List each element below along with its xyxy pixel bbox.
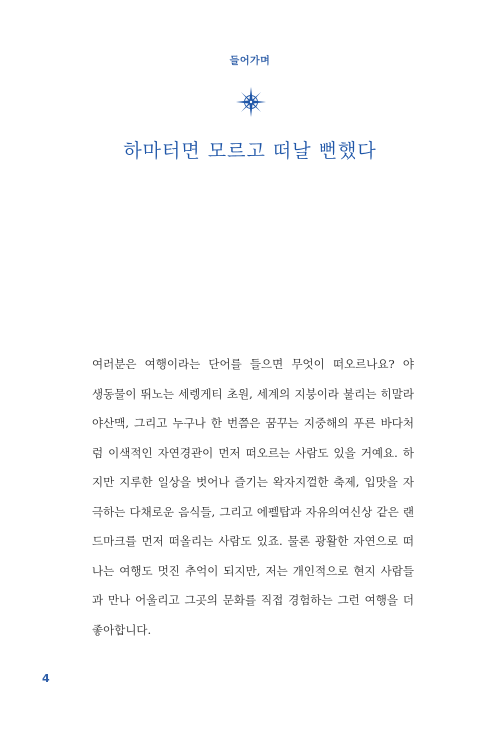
body-line: 드마크를 먼저 떠올리는 사람도 있죠. 물론 광활한 자연으로 떠 — [92, 534, 414, 548]
body-line: 극하는 다채로운 음식들, 그리고 에펠탑과 자유의여신상 같은 랜 — [92, 504, 414, 519]
chapter-title: 하마터면 모르고 떠날 뻔했다 — [123, 140, 377, 162]
compass-rose-icon — [235, 86, 267, 118]
section-label: 들어가며 — [229, 56, 271, 67]
body-paragraph — [92, 350, 414, 645]
body-line: 나는 여행도 멋진 추억이 되지만, 저는 개인적으로 현지 사람들 — [92, 563, 414, 578]
body-line: 생동물이 뛰노는 세렝게티 초원, 세계의 지붕이라 불리는 히말라 — [92, 386, 414, 401]
page-number: 4 — [42, 672, 50, 685]
body-line: 여러분은 여행이라는 단어를 들으면 무엇이 떠오르나요? 야 — [92, 357, 414, 371]
body-line: 좋아합니다. — [92, 622, 152, 637]
body-line: 럼 이색적인 자연경관이 먼저 떠오르는 사람도 있을 거예요. 하 — [92, 445, 414, 460]
body-line: 야산맥, 그리고 누구나 한 번쯤은 꿈꾸는 지중해의 푸른 바다처 — [92, 416, 414, 430]
body-line: 지만 지루한 일상을 벗어나 즐기는 왁자지껄한 축제, 입맛을 자 — [92, 475, 414, 489]
body-line: 과 만나 어울리고 그곳의 문화를 직접 경험하는 그런 여행을 더 — [92, 593, 414, 607]
